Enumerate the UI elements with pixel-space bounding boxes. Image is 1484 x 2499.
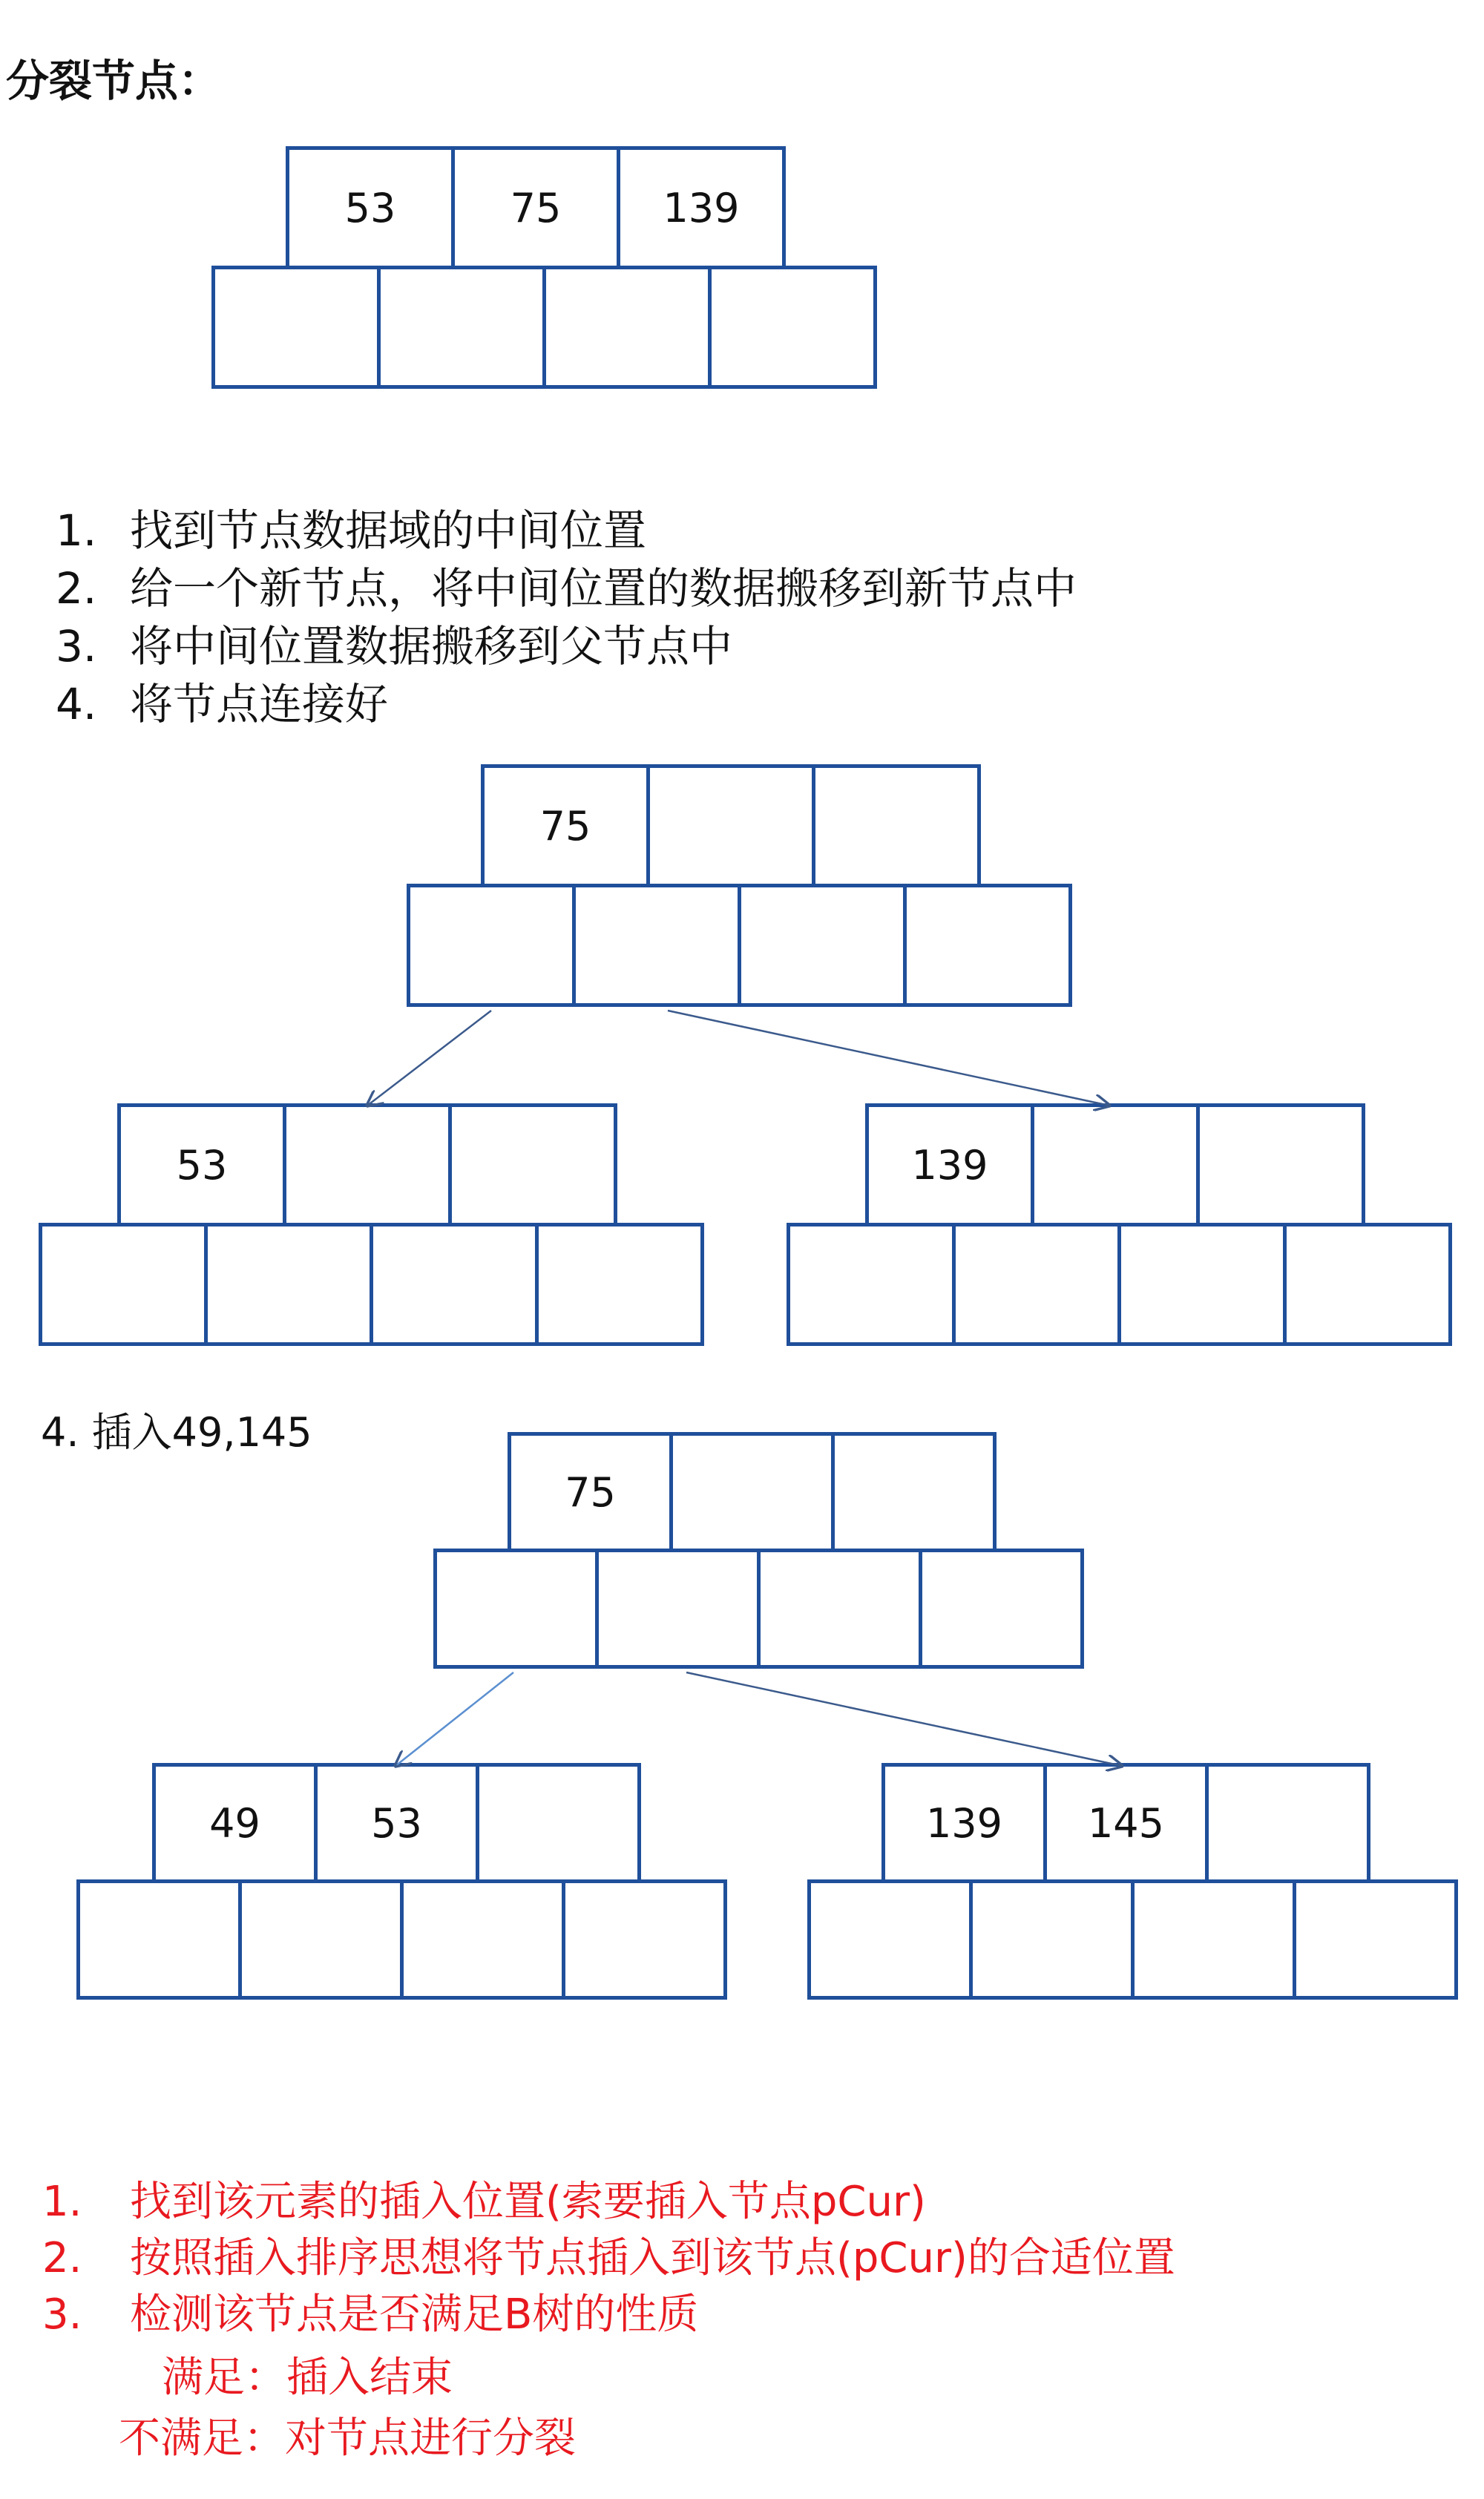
key-cell: 53 [117, 1103, 286, 1226]
step-number: 3. [56, 621, 97, 671]
step-number: 1. [42, 2178, 82, 2226]
arrow-to-left-child [367, 1011, 491, 1106]
list-item [42, 2287, 1175, 2343]
step-number: 2. [56, 563, 97, 614]
step-text: 找到节点数据域的中间位置 [130, 505, 647, 556]
key-cell: 75 [481, 764, 650, 887]
satisfied-text: 满足：插入结束 [162, 2354, 453, 2402]
list-item [42, 2174, 1175, 2230]
step-text: 将中间位置数据搬移到父节点中 [130, 621, 733, 671]
arrow-to-left-child [395, 1672, 513, 1766]
insert-label: 4. 插入49,145 [41, 1409, 312, 1456]
key-cell: 145 [1043, 1763, 1209, 1883]
key-cell: 49 [152, 1763, 318, 1883]
list-item [42, 2230, 1175, 2287]
step-number: 3. [42, 2291, 82, 2339]
step-number: 2. [42, 2234, 82, 2282]
step-text: 按照插入排序思想将节点插入到该节点(pCur)的合适位置 [130, 2234, 1175, 2282]
step-text: 找到该元素的插入位置(索要插入节点pCur) [130, 2178, 926, 2226]
arrow-to-right-child [668, 1011, 1109, 1106]
key-cell: 53 [286, 146, 455, 269]
key-cell: 139 [881, 1763, 1047, 1883]
key-cell: 139 [865, 1103, 1034, 1226]
unsatisfied-text: 不满足：对节点进行分裂 [119, 2414, 576, 2463]
key-cell: 75 [451, 146, 620, 269]
key-cell: 139 [617, 146, 786, 269]
key-cell: 75 [508, 1432, 673, 1552]
step-text: 给一个新节点，将中间位置的数据搬移到新节点中 [130, 563, 1077, 614]
step-text: 检测该节点是否满足B树的性质 [130, 2291, 699, 2339]
page-title: 分裂节点： [6, 56, 222, 106]
key-cell: 53 [314, 1763, 479, 1883]
arrow-to-right-child [686, 1672, 1122, 1766]
insert-steps-list [42, 2174, 1175, 2343]
step-text: 将节点连接好 [130, 679, 389, 729]
step-number: 4. [56, 679, 97, 729]
step-number: 1. [56, 505, 97, 556]
